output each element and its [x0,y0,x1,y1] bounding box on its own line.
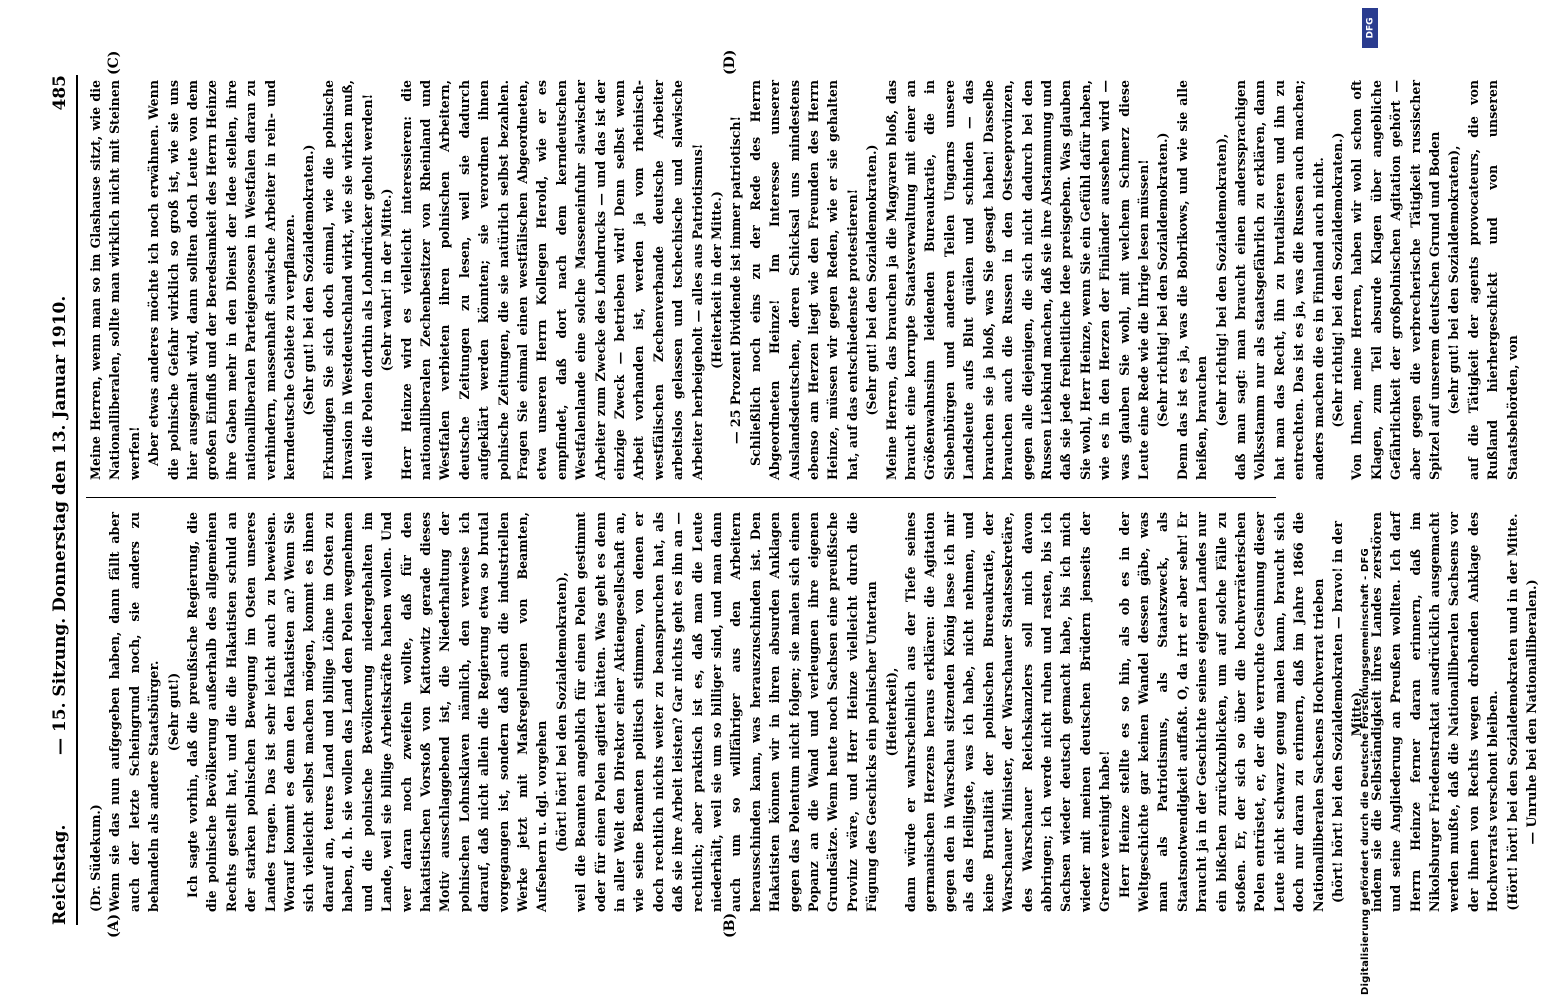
paragraph: dann würde er wahrscheinlich aus der Tiefe seines germanischen Herzens heraus erklären: die Agitation gegen den in Warschau sitzenden König lasse ich mir als das Heiligste, was ich habe, nicht nehmen, und keine Brutalität der polnischen Bureaukratie, der Warschauer Minister, der Warschauer Staatssekretäre, des Warschauer Reichskanzlers soll mich davon abbringen; ich werde nicht ruhen und rasten, bis ich Sachsen wieder deutsch gemacht habe, bis ich mich wieder mit meinen deutschen Brüdern jenseits der Grenze vereinigt habe! [903,512,1113,912]
paragraph: — 25 Prozent Dividende ist immer patriotisch! [728,115,744,445]
paragraph: (Heiterkeit), [883,667,899,757]
paragraph: Erkundigen Sie sich doch einmal, wie die polnische Invasion in Westdeutschland wirkt, wie sie wirken muß, weil die Polen dorthin als Lohndrücker geholt werden! [320,80,375,480]
margin-marker-d: (D) [722,49,738,75]
margin-marker-c: (C) [106,50,122,75]
paragraph: (hört! hört! bei den Sozialdemokraten), [553,572,569,852]
paragraph: (sehr richtig! bei den Sozialdemokraten), [1213,133,1229,427]
paragraph: daß man sagt: man braucht einen anderssprachigen Volksstamm nur als staatsgefährlich zu erklären, dann hat man das Recht, ihn zu brutalisieren und ihn zu entrechten. Das ist es ja, was die Russen auch machen; anders machen die es in Finnland auch nicht. [1232,80,1326,480]
paragraph: weil die Beamten angeblich für einen Polen gestimmt oder für einen Polen agitiert hätten. Was geht es denn in aller Welt den Direktor einer Aktiengesellschaft an, wie seine Beamten politisch stimmen, von denen er doch rechtlich nichts weiter zu beanspruchen hat, als daß sie ihre Arbeit leisten? Gar nichts geht es ihn an — rechtlich; aber praktisch ist es, daß man die Leute niederhält, weil sie um so billiger sind, und man dann auch um so willfähriger aus den Arbeitern herausschinden kann, was herauszuschinden ist. Den Hakatisten können wir in ihren absurden Anklagen gegen das Polentum nicht folgen; sie malen sich einen Popanz an die Wand und verleugnen ihre eigenen Grundsätze. Wenn heute noch Sachsen eine preußische Provinz wäre, und Herr Heinze vielleicht durch die Fügung des Geschicks ein polnischer Untertan [573,512,880,912]
paragraph: Von Ihnen, meine Herren, haben wir wohl schon oft Klagen, zum Teil absurde Klagen über angebliche Gefährlichkeit der großpolnischen Agitation gehört — aber gegen die verbrecherische Tätigkeit russischer Spitzel auf unserem deutschen Grund und Boden [1349,80,1443,480]
header-session-date: — 15. Sitzung. Donnerstag den 13. Januar 1910. [50,295,70,755]
column-divider [86,497,1276,498]
running-header [50,75,78,925]
margin-marker-a: (A) [106,913,122,938]
paragraph: indem sie die Selbständigkeit ihres Landes zerstören und seine Angliederung an Preußen wollten. Ich darf Herrn Heinze ferner daran erinnern, daß im Nikolsburger Friedenstraktat ausdrücklich ausgemacht werden mußte, daß die Nationalliberalen Sachsens vor der ihnen von Rechts wegen drohenden Anklage des Hochverrats verschont bleiben. [1368,512,1501,912]
paragraph: (Sehr wahr! in der Mitte.) [379,188,395,372]
paragraph: Denn das ist es ja, was die Bobrikows, und wie sie alle heißen, brauchen [1174,80,1210,480]
digitization-credit: Digitalisierung gefördert durch die Deutsche Forschungsgemeinschaft - DFG [1360,548,1371,995]
paragraph: (Sehr richtig! bei den Sozialdemokraten.) [1155,132,1171,428]
dfg-logo: DFG [1362,8,1378,48]
margin-marker-b: (B) [722,912,738,938]
paragraph: Meine Herren, wenn man so im Glashause sitzt, wie die Nationalliberalen, sollte man wirklich nicht mit Steinen werfen! [88,80,142,480]
right-text-column [86,80,1520,480]
paragraph: Herr Heinze stellte es so hin, als ob es in der Weltgeschichte gar keinen Wandel dessen gäbe, was man als Patriotismus, als Staatszweck, als Staatsnotwendigkeit auffaßt. O, da irrt er aber sehr! Er braucht ja in der Geschichte seines eigenen Landes nur ein bißchen zurückzublicken, um auf solche Fälle zu stoßen. Er, der sich so über die hochverräterischen Polen entrüstet, er, der die verruchte Gesinnung dieser Leute nicht schwarz genug malen kann, braucht sich doch nur daran zu erinnern, daß im Jahre 1866 die Nationalliberalen Sachsens Hochverrat trieben [1116,512,1326,912]
paragraph: Schließlich noch eins zu der Rede des Herrn Abgeordneten Heinze! Im Interesse unserer Auslandsdeutschen, deren Schicksal uns mindestens ebenso am Herzen liegt wie den Freunden des Herrn Heinze, müssen wir gegen Reden, wie er sie gehalten hat, auf das entschiedenste protestieren! [747,80,860,480]
paragraph: Herr Heinze wird es vielleicht interessieren: die nationalliberalen Zechenbesitzer von Rheinland und Westfalen verbieten ihren polnischen Arbeitern, deutsche Zeitungen zu lesen, weil sie dadurch aufgeklärt werden könnten; sie verordnen ihnen polnische Zeitungen, die sie natürlich selbst bezahlen. Fragen Sie einmal einen westfälischen Abgeordneten, etwa unseren Herrn Kollegen Herold, wie er es empfindet, daß dort nach dem kerndeutschen Westfalenlande eine solche Masseneinfuhr slawischer Arbeiter zum Zwecke des Lohndrucks — und das ist der einzige Zweck — betrieben wird! Denn selbst wenn Arbeit vorhanden ist, werden ja vom rheinisch-westfälischen Zechenverbande deutsche Arbeiter arbeitslos gelassen und tschechische und slawische Arbeiter herbeigeholt — alles aus Patriotismus! [398,80,705,480]
paragraph: (Sehr gut! bei den Sozialdemokraten.) [864,144,880,416]
paragraph: auf die Tätigkeit der agents provocateurs, die von Rußland hierhergeschickt und von unseren Staatsbehörden, von [1465,80,1520,480]
paragraph: Wenn sie das nun aufgegeben haben, dann fällt aber auch der letzte Scheingrund noch, sie anders zu behandeln als andere Staatsbürger. [107,512,162,912]
paragraph: Ich sagte vorhin, daß die preußische Regierung, die die polnische Bevölkerung außerhalb des allgemeinen Rechts gestellt hat, und die die Hakatisten schuld an der starken polnischen Bewegung im Osten unseres Landes tragen. Das ist sehr leicht auch zu beweisen. Worauf kommt es denn den Hakatisten an? Wenn Sie sich vielleicht selbst machen mögen, kommt es ihnen darauf an, teures Land und billige Löhne im Osten zu haben, d. h. sie wollen das Land den Polen wegnehmen und die polnische Bevölkerung niedergehalten im Lande, weil sie billige Arbeitskräfte haben wollen. Und wer daran noch zweifeln wollte, daß für den hakatistischen Vorstoß von Kattowitz gerade dieses Motiv ausschlaggebend ist, die Niederhaltung der polnischen Lohnsklaven nämlich, den verweise ich darauf, daß nicht allein die Regierung etwa so brutal vorgegangen ist, sondern daß auch die industriellen Werke jetzt mit Maßregelungen von Beamten, Aufsehern u. dgl. vorgehen [185,512,550,912]
paragraph: Aber etwas anderes möchte ich noch erwähnen. Wenn die polnische Gefahr wirklich so groß ist, wie sie uns hier ausgemalt wird, dann sollten doch Leute von dem großen Einfluß und der Beredsamkeit des Herrn Heinze ihre Gaben mehr in den Dienst der Idee stellen, ihre nationalliberalen Parteigenossen in Westfalen daran zu verhindern, massenhaft slawische Arbeiter in rein- und kerndeutsche Gebiete zu verpflanzen. [146,80,298,480]
paragraph: (Sehr gut!) [165,672,181,752]
header-title: Reichstag. [50,824,70,925]
paragraph: (Sehr richtig! bei den Sozialdemokraten.) [1330,132,1345,428]
page-number: 485 [50,75,70,111]
paragraph: Meine Herren, das brauchen ja die Magyaren bloß, das braucht eine korrupte Staatsverwaltung mit einer an Größenwahnsinn leidenden Bureaukratie, die in Siebenbürgen und anderen Teilen Ungarns unsere Landsleute aufs Blut quälen und schinden — das brauchen sie ja bloß, was Sie gesagt haben! Dasselbe brauchen auch die Russen in den Ostseeprovinzen, gegen alle diejenigen, die sich nicht dadurch bei den Russen Liebkind machen, daß sie ihre Abstammung und daß sie jede freiheitliche Idee preisgeben. Was glauben Sie wohl, Herr Heinze, wenn Sie ein Gefühl dafür haben, wie es in den Herzen der Finländer aussehen wird — was glauben Sie wohl, mit welchem Schmerz diese Leute eine Rede wie die Ihrige lesen müssen! [883,80,1151,480]
paragraph: (Sehr gut! bei den Sozialdemokraten.) [301,144,317,416]
paragraph: (hört! hört! bei den Sozialdemokraten — bravo! in der Mitte), [1330,521,1365,903]
paragraph: (Dr. Südekum.) [88,804,103,912]
paragraph: (Heiterkeit in der Mitte.) [709,191,724,369]
paragraph: (sehr gut! bei den Sozialdemokraten), [1446,145,1462,415]
paragraph: (Hört! hört! bei den Sozialdemokraten und in der Mitte. — Unruhe bei den Nationalliberalen.) [1504,513,1540,911]
